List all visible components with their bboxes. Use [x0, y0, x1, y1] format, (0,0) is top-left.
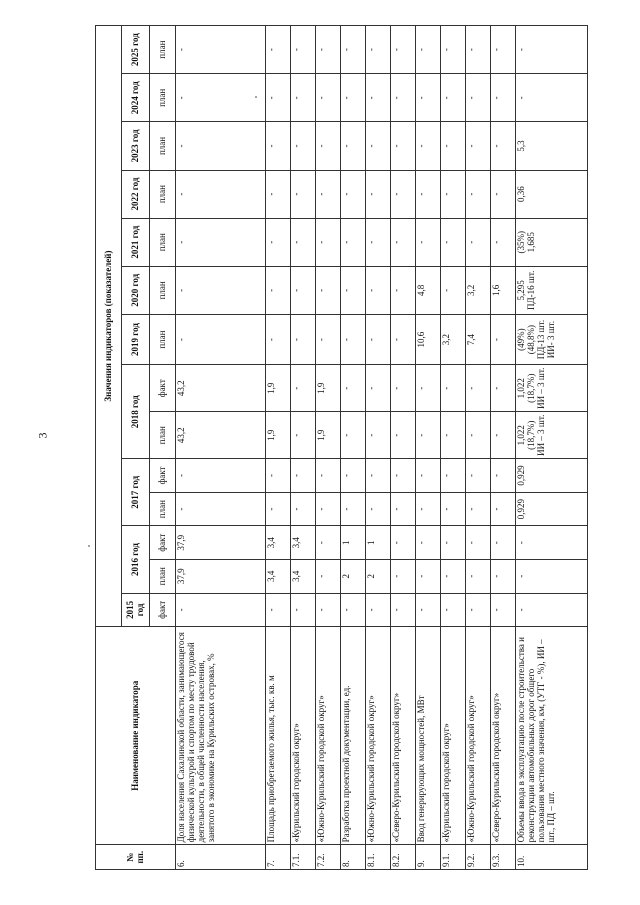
- value-cell: 3,4: [266, 559, 291, 593]
- value-cell: -: [416, 365, 441, 412]
- indicator-name: «Южно-Курильский городской округ»: [316, 627, 341, 845]
- value-cell: -: [316, 526, 341, 560]
- header-sub: план: [150, 218, 176, 266]
- value-cell: -: [391, 122, 416, 170]
- header-sub: факт: [150, 526, 176, 560]
- value-cell: -: [441, 412, 466, 459]
- value-cell: 1,9: [266, 412, 291, 459]
- header-year: 2021 год: [122, 218, 150, 266]
- table-row: [176, 26, 266, 870]
- value-cell: -: [441, 170, 466, 218]
- value-cell: 3,4: [291, 559, 316, 593]
- value-cell: -: [491, 365, 516, 412]
- value-cell: -: [176, 74, 266, 122]
- value-cell: -: [266, 314, 291, 364]
- value-cell: -: [466, 412, 491, 459]
- header-sub: план: [150, 122, 176, 170]
- value-cell: -: [391, 559, 416, 593]
- value-cell: -: [391, 492, 416, 526]
- indicator-name: «Северо-Курильский городской округ»: [491, 627, 516, 845]
- value-cell: -: [466, 492, 491, 526]
- indicator-name: Доля населения Сахалинской области, занимающегося физической культурой и спортом по месту трудовой деятельности, в общей численности населения, занятого в экономике на Курильских островах, %: [176, 627, 266, 845]
- value-cell: 1,022 (18,7%) ИИ – 3 шт.: [516, 412, 588, 459]
- value-cell: -: [466, 122, 491, 170]
- table-row: [416, 26, 441, 870]
- value-cell: -: [176, 459, 266, 493]
- header-sub: план: [150, 170, 176, 218]
- value-cell: -: [291, 218, 316, 266]
- value-cell: -: [466, 218, 491, 266]
- value-cell: -: [291, 412, 316, 459]
- value-cell: -: [491, 26, 516, 74]
- value-cell: -: [291, 170, 316, 218]
- value-cell: -: [416, 74, 441, 122]
- value-cell: 43,2: [176, 365, 266, 412]
- value-cell: -: [516, 559, 588, 593]
- value-cell: -: [491, 593, 516, 627]
- value-cell: -: [291, 74, 316, 122]
- row-number: 8.2.: [391, 845, 416, 870]
- value-cell: -: [491, 218, 516, 266]
- value-cell: -: [366, 492, 391, 526]
- value-cell: -: [266, 170, 291, 218]
- header-num: № пп.: [96, 845, 176, 870]
- row-number: 9.2.: [466, 845, 491, 870]
- value-cell: -: [391, 459, 416, 493]
- value-cell: -: [176, 266, 266, 314]
- value-cell: 1,6: [491, 266, 516, 314]
- value-cell: -: [441, 559, 466, 593]
- value-cell: 3,4: [266, 526, 291, 560]
- value-cell: -: [416, 459, 441, 493]
- value-cell: -: [416, 593, 441, 627]
- value-cell: 0,929: [516, 492, 588, 526]
- row-number: 9.: [416, 845, 441, 870]
- value-cell: -: [366, 26, 391, 74]
- value-cell: 2: [366, 559, 391, 593]
- table-row: [391, 26, 416, 870]
- value-cell: 4,8: [416, 266, 441, 314]
- value-cell: 3,2: [466, 266, 491, 314]
- header-sub: план: [150, 314, 176, 364]
- value-cell: -: [416, 26, 441, 74]
- value-cell: -: [491, 526, 516, 560]
- value-cell: -: [441, 74, 466, 122]
- value-cell: -: [391, 526, 416, 560]
- table-row: [291, 26, 316, 870]
- header-year: 2020 год: [122, 266, 150, 314]
- value-cell: -: [391, 412, 416, 459]
- value-cell: -: [491, 559, 516, 593]
- value-cell: -: [341, 412, 366, 459]
- value-cell: 37,9: [176, 559, 266, 593]
- value-cell: -: [441, 526, 466, 560]
- value-cell: -: [391, 170, 416, 218]
- value-cell: -: [176, 492, 266, 526]
- value-cell: -: [366, 459, 391, 493]
- table-row: [466, 26, 491, 870]
- value-cell: -: [441, 593, 466, 627]
- header-sub: факт: [150, 365, 176, 412]
- value-cell: 1,9: [316, 412, 341, 459]
- value-cell: -: [316, 593, 341, 627]
- indicator-table-rotated: [95, 25, 556, 870]
- value-cell: -: [466, 74, 491, 122]
- value-cell: -: [466, 526, 491, 560]
- indicator-name: Ввод генерирующих мощностей, МВт: [416, 627, 441, 845]
- value-cell: -: [491, 122, 516, 170]
- value-cell: -: [491, 459, 516, 493]
- value-cell: -: [366, 266, 391, 314]
- value-cell: -: [441, 365, 466, 412]
- table-row: [316, 26, 341, 870]
- value-cell: -: [366, 314, 391, 364]
- value-cell: -: [341, 218, 366, 266]
- table-row: [441, 26, 466, 870]
- row-number: 9.3.: [491, 845, 516, 870]
- value-cell: -: [341, 593, 366, 627]
- indicator-name: «Южно-Курильский городской округ»: [366, 627, 391, 845]
- header-sub: факт: [150, 593, 176, 627]
- header-year: 2024 год: [122, 74, 150, 122]
- indicator-name: «Южно-Курильский городской округ»: [466, 627, 491, 845]
- row-number: 10.: [516, 845, 588, 870]
- header-sub: план: [150, 412, 176, 459]
- value-cell: -: [176, 170, 266, 218]
- value-cell: (49%) (48,8%) ПД-13 шт. ИИ- 3 шт.: [516, 314, 588, 364]
- row-number: 8.: [341, 845, 366, 870]
- value-cell: -: [291, 365, 316, 412]
- value-cell: -: [516, 593, 588, 627]
- header-values: Значения индикаторов (показателей): [96, 26, 122, 627]
- indicator-table: [95, 25, 588, 870]
- value-cell: 43,2: [176, 412, 266, 459]
- value-cell: 1,9: [316, 365, 341, 412]
- value-cell: 10,6: [416, 314, 441, 364]
- value-cell: (35%) 1,685: [516, 218, 588, 266]
- table-row: [266, 26, 291, 870]
- value-cell: -: [466, 26, 491, 74]
- value-cell: 37,9: [176, 526, 266, 560]
- header-year: 2016 год: [122, 526, 150, 593]
- value-cell: -: [366, 74, 391, 122]
- row-number: 7.2.: [316, 845, 341, 870]
- value-cell: -: [416, 526, 441, 560]
- value-cell: -: [341, 459, 366, 493]
- value-cell: -: [466, 593, 491, 627]
- value-cell: -: [266, 593, 291, 627]
- table-row: [341, 26, 366, 870]
- header-year: 2015 год: [122, 593, 150, 627]
- value-cell: 3,4: [291, 526, 316, 560]
- value-cell: -: [441, 26, 466, 74]
- value-cell: -: [416, 170, 441, 218]
- page-number: 3: [35, 432, 50, 439]
- value-cell: -: [266, 492, 291, 526]
- value-cell: -: [291, 266, 316, 314]
- row-number: 8.1.: [366, 845, 391, 870]
- value-cell: 2: [341, 559, 366, 593]
- value-cell: 5,295 ПД-16 шт.: [516, 266, 588, 314]
- value-cell: -: [291, 492, 316, 526]
- value-cell: -: [266, 218, 291, 266]
- value-cell: -: [316, 26, 341, 74]
- value-cell: -: [341, 170, 366, 218]
- value-cell: -: [341, 314, 366, 364]
- row-number: 7.: [266, 845, 291, 870]
- header-sub: план: [150, 559, 176, 593]
- value-cell: -: [341, 122, 366, 170]
- value-cell: -: [491, 170, 516, 218]
- value-cell: -: [291, 459, 316, 493]
- value-cell: -: [341, 492, 366, 526]
- value-cell: -: [316, 559, 341, 593]
- value-cell: -: [291, 314, 316, 364]
- value-cell: -: [416, 218, 441, 266]
- value-cell: -: [291, 593, 316, 627]
- header-year: 2023 год: [122, 122, 150, 170]
- value-cell: -: [266, 266, 291, 314]
- value-cell: -: [176, 314, 266, 364]
- value-cell: 1: [341, 526, 366, 560]
- value-cell: -: [441, 122, 466, 170]
- indicator-name: Разработка проектной документации, ед.: [341, 627, 366, 845]
- value-cell: -: [516, 74, 588, 122]
- value-cell: -: [366, 218, 391, 266]
- value-cell: -: [441, 459, 466, 493]
- header-name: Наименование индикатора: [96, 627, 176, 845]
- value-cell: -: [316, 266, 341, 314]
- value-cell: -: [466, 459, 491, 493]
- value-cell: 1,022 (18,7%) ИИ – 3 шт.: [516, 365, 588, 412]
- value-cell: -: [441, 218, 466, 266]
- value-cell: -: [366, 365, 391, 412]
- header-year: 2022 год: [122, 170, 150, 218]
- indicator-name: Площадь приобретаемого жилья, тыс. кв. м: [266, 627, 291, 845]
- value-cell: -: [176, 218, 266, 266]
- value-cell: -: [391, 26, 416, 74]
- value-cell: -: [316, 314, 341, 364]
- indicator-name: Объемы ввода в эксплуатацию после строительства и реконструкции автомобильных дорог общего пользования местного значения, км, (УТГ - %), ИИ – шт., ПД – шт.: [516, 627, 588, 845]
- value-cell: -: [491, 492, 516, 526]
- indicator-name: «Северо-Курильский городской округ»: [391, 627, 416, 845]
- value-cell: 0,929: [516, 459, 588, 493]
- value-cell: -: [316, 122, 341, 170]
- indicator-name: «Курильский городской округ»: [291, 627, 316, 845]
- header-sub: план: [150, 74, 176, 122]
- row-number: 7.1.: [291, 845, 316, 870]
- value-cell: -: [391, 74, 416, 122]
- value-cell: -: [466, 559, 491, 593]
- value-cell: -: [366, 593, 391, 627]
- value-cell: -: [491, 314, 516, 364]
- value-cell: -: [391, 266, 416, 314]
- value-cell: -: [176, 593, 266, 627]
- value-cell: -: [291, 26, 316, 74]
- value-cell: -: [316, 459, 341, 493]
- value-cell: -: [341, 365, 366, 412]
- value-cell: 0,36: [516, 170, 588, 218]
- header-sub: план: [150, 266, 176, 314]
- value-cell: -: [416, 492, 441, 526]
- value-cell: -: [316, 492, 341, 526]
- value-cell: 1: [366, 526, 391, 560]
- value-cell: -: [466, 365, 491, 412]
- row-number: 6.: [176, 845, 266, 870]
- value-cell: -: [316, 218, 341, 266]
- value-cell: -: [366, 122, 391, 170]
- value-cell: 7,4: [466, 314, 491, 364]
- value-cell: -: [416, 412, 441, 459]
- header-year: 2025 год: [122, 26, 150, 74]
- value-cell: -: [416, 122, 441, 170]
- table-row: [491, 26, 516, 870]
- value-cell: -: [266, 459, 291, 493]
- value-cell: -: [341, 26, 366, 74]
- value-cell: -: [366, 170, 391, 218]
- value-cell: -: [266, 122, 291, 170]
- indicator-name: «Курильский городской округ»: [441, 627, 466, 845]
- value-cell: -: [341, 266, 366, 314]
- value-cell: -: [416, 559, 441, 593]
- value-cell: -: [316, 170, 341, 218]
- value-cell: -: [466, 170, 491, 218]
- scan-speck: [88, 545, 90, 547]
- value-cell: -: [176, 122, 266, 170]
- header-sub: план: [150, 492, 176, 526]
- value-cell: -: [391, 365, 416, 412]
- header-sub: план: [150, 26, 176, 74]
- value-cell: -: [491, 412, 516, 459]
- value-cell: -: [266, 26, 291, 74]
- table-row: [366, 26, 391, 870]
- value-cell: -: [516, 526, 588, 560]
- table-row: [516, 26, 588, 870]
- value-cell: 1,9: [266, 365, 291, 412]
- value-cell: -: [316, 74, 341, 122]
- value-cell: -: [491, 74, 516, 122]
- value-cell: 3,2: [441, 314, 466, 364]
- value-cell: -: [391, 593, 416, 627]
- value-cell: -: [291, 122, 316, 170]
- row-number: 9.1.: [441, 845, 466, 870]
- value-cell: -: [391, 218, 416, 266]
- value-cell: -: [441, 266, 466, 314]
- header-year: 2018 год: [122, 365, 150, 459]
- value-cell: -: [266, 74, 291, 122]
- header-sub: факт: [150, 459, 176, 493]
- header-year: 2017 год: [122, 459, 150, 526]
- value-cell: 5,3: [516, 122, 588, 170]
- value-cell: -: [176, 26, 266, 74]
- value-cell: -: [516, 26, 588, 74]
- value-cell: -: [341, 74, 366, 122]
- value-cell: -: [441, 492, 466, 526]
- value-cell: -: [366, 412, 391, 459]
- value-cell: -: [391, 314, 416, 364]
- header-year: 2019 год: [122, 314, 150, 364]
